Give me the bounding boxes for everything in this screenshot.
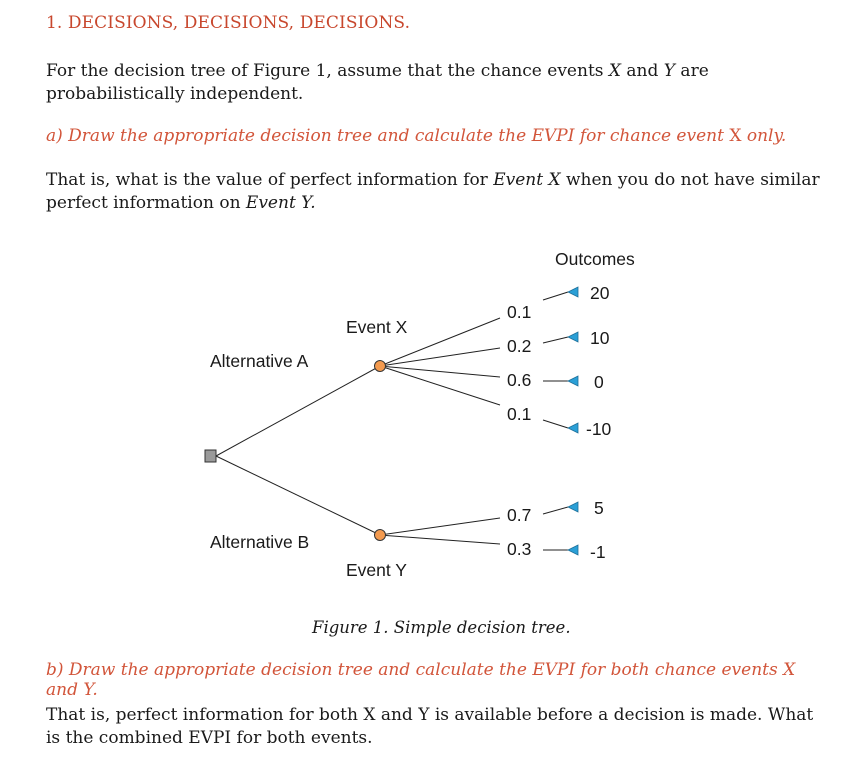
figure-caption: Figure 1. Simple decision tree. — [312, 618, 571, 637]
connector-y-1 — [543, 507, 568, 514]
branch-y-1 — [380, 518, 500, 535]
outcome-x-1: 20 — [590, 283, 610, 303]
connector-x-2 — [543, 337, 568, 343]
outcome-y-1: 5 — [594, 498, 604, 518]
explain-a-paragraph — [46, 169, 821, 215]
question-heading: 1. DECISIONS, DECISIONS, DECISIONS. — [46, 13, 411, 33]
explain-a-event-x: Event X — [493, 170, 561, 190]
explain-b-paragraph: That is, perfect information for both X and Y is available before a decision is made. What is the combined EVPI for both events. — [46, 705, 814, 748]
probability-x-4: 0.1 — [507, 404, 532, 424]
outcome-x-3: 0 — [594, 372, 604, 392]
intro-event-y: Y — [663, 61, 676, 81]
intro-paragraph — [46, 60, 821, 106]
intro-event-x: X — [608, 61, 622, 81]
question-a-event: X — [729, 126, 742, 146]
intro-text-after: are probabilistically independent. — [46, 61, 709, 104]
connector-x-4 — [543, 420, 568, 428]
explain-a-event-y: Event Y. — [245, 193, 316, 213]
branch-alternative-b — [216, 456, 380, 535]
probability-x-3: 0.6 — [507, 370, 532, 390]
question-b: b) Draw the appropriate decision tree and calculate the EVPI for both chance events X and Y. — [46, 660, 796, 700]
event-y-label: Event Y — [346, 560, 407, 580]
alternative-a-label: Alternative A — [210, 351, 309, 371]
probability-x-2: 0.2 — [507, 336, 532, 356]
branch-y-2 — [380, 535, 500, 544]
explain-a-text-mid: when you do not have similar perfect information on — [46, 170, 820, 213]
outcome-x-2: 10 — [590, 328, 610, 348]
terminal-x-2-icon — [568, 332, 578, 342]
event-x-label: Event X — [346, 317, 408, 337]
outcome-x-4: -10 — [586, 419, 612, 439]
terminal-x-4-icon — [568, 423, 578, 433]
decision-node-icon — [205, 450, 216, 462]
outcome-y-2: -1 — [590, 542, 606, 562]
chance-node-event-x-icon — [375, 361, 386, 372]
intro-text-before: For the decision tree of Figure 1, assume that the chance events — [46, 61, 609, 81]
probability-y-1: 0.7 — [507, 505, 532, 525]
question-a-text-after: only. — [741, 126, 787, 146]
terminal-x-3-icon — [568, 376, 578, 386]
chance-node-event-y-icon — [375, 530, 386, 541]
decision-tree-figure — [0, 230, 847, 610]
alternative-b-label: Alternative B — [210, 532, 310, 552]
terminal-x-1-icon — [568, 287, 578, 297]
question-a-text-before: a) Draw the appropriate decision tree and calculate the EVPI for chance event — [46, 126, 730, 146]
probability-x-1: 0.1 — [507, 302, 532, 322]
question-a — [46, 126, 826, 146]
terminal-y-2-icon — [568, 545, 578, 555]
terminal-markers — [568, 287, 578, 555]
probability-y-2: 0.3 — [507, 539, 532, 559]
branch-alternative-a — [216, 366, 380, 456]
intro-text-and: and — [621, 61, 664, 81]
explain-a-text-before: That is, what is the value of perfect information for — [46, 170, 494, 190]
connector-x-1 — [543, 292, 568, 300]
branch-x-2 — [380, 348, 500, 366]
terminal-y-1-icon — [568, 502, 578, 512]
outcomes-header: Outcomes — [555, 249, 635, 269]
